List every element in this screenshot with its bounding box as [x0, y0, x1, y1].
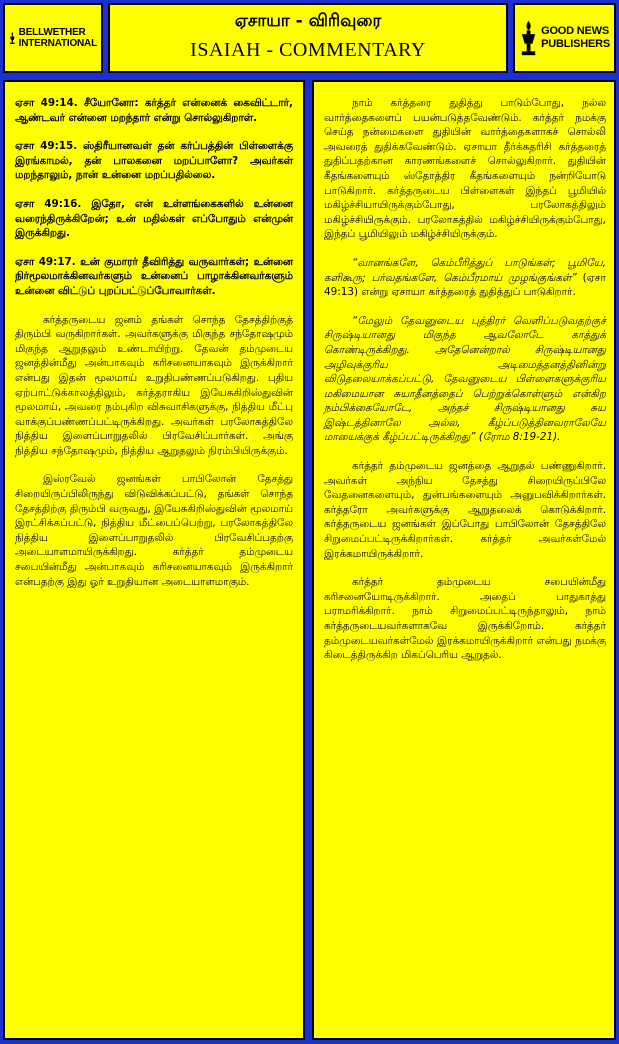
- commentary-paragraph: நாம் கர்த்தரை துதித்து பாடும்போது, நல்ல வார்த்தைகளைப் பயன்படுத்தவேண்டும். கர்த்தர் நமக்கு செய்த நன்மைகளை துதியின் வார்த்தைகளாகச் சொல்லி அவரைத் துதிக்கவேண்டும். ஏசாயா தீர்க்கதரிசி கர்த்தரைத் துதிப்பதற்கான காரணங்களைச் சொல்லுகிறார். துதியின் கீதங்களையும் ஸ்தோத்திர கீதங்களையும் நன்றியோடு பாடுகிறார். கர்த்தருடைய பிள்ளைகள் இந்தப் பூமியில் மகிழ்ச்சியாயிருக்கும்போது, பரலோகத்திலும் மகிழ்ச்சியிருக்கும். பரலோகத்தில் மகிழ்ச்சியிருக்கும்போது, இந்தப் பூமியிலும் மகிழ்ச்சியிருக்கும்.: [324, 97, 606, 241]
- left-logo-line1: BELLWETHER: [18, 27, 86, 38]
- verse-49-16: ஏசா 49:16. இதோ, என் உள்ளங்கைகளில் உன்னை வரைந்திருக்கிறேன்; உன் மதில்கள் எப்போதும் என்முன் இருக்கிறது.: [15, 197, 293, 240]
- scripture-quote: “வானங்களே, கெம்பீரித்துப் பாடுங்கள்; பூமியே, களிகூரு; பர்வதங்களே, கெம்பீரமாய் முழங்குங்கள்”: [324, 256, 606, 284]
- right-logo-line2: PUBLISHERS: [541, 38, 610, 50]
- left-logo-line2: INTERNATIONAL: [18, 38, 97, 49]
- commentary-paragraph: கர்த்தருடைய ஜனம் தங்கள் சொந்த தேசத்திற்குத் திரும்பி வருகிறார்கள். அவர்களுக்கு மிகுந்த சந்தோஷமும் மிகுந்த ஆறுதலும் உண்டாயிற்று. தேவன் தம்முடைய ஜனத்தின்மீது அன்பாகவும் கரிசனையாகவும் இருக்கிறார் என்பது இதன் மூலமாய் உறுதிபண்ணப்படுகிறது. புதிய ஏற்பாட்டுக்காலத்திலும், கர்த்தராகிய இயேசுகிறிஸ்துவின் மூலமாய், அவரை நம்புகிற விசுவாசிகளுக்கு, நித்திய மீட்பு வாக்குப்பண்ணப்பட்டிருக்கிறது. அவர்கள் பரலோகத்திலே நித்திய இளைப்பாறுதலில் பிரவேசிப்பார்கள். அங்கு நித்திய சந்தோஷமும், நித்திய ஆறுதலும் நிரம்பியிருக்கும்.: [15, 313, 293, 457]
- verse-49-17: ஏசா 49:17. உன் குமாரர் தீவிரித்து வருவார்கள்; உன்னை நிர்மூலமாக்கினவர்களும் உன்னைப் பாழாக்கினவர்களும் உன்னை விட்டுப் புறப்பட்டுப்போவார்கள்.: [15, 255, 293, 297]
- commentary-paragraph: இஸ்ரவேல் ஜனங்கள் பாபிலோன் தேசத்து சிறையிருப்பிலிருந்து விடுவிக்கப்பட்டு, தங்கள் சொந்த தேசத்திற்கு திரும்பி வருவது, இயேசுகிறிஸ்துவின் மூலமாய் இரட்சிக்கப்பட்டு, நித்திய மீட்பைப்பெற்று, பரலோகத்திலே நித்திய இளைப்பாறுதலில் பிரவேசிப்பதற்கு அடையாளமாயிருக்கிறது. கர்த்தர் தம்முடைய சபையின்மீது அன்பாகவும் கரிசனையாகவும் இருக்கிறார் என்பதற்கு இது ஓர் உறுதியான அடையாளமாகும்.: [15, 473, 293, 588]
- quote-reference: (ஏசா 49:13) என்று ஏசாயா கர்த்தரைத் துதித்துப் பாடுகிறார்.: [324, 271, 606, 299]
- lamp-icon: [519, 18, 538, 58]
- commentary-paragraph: கர்த்தர் தம்முடைய ஜனத்தை ஆறுதல் பண்ணுகிறார். அவர்கள் அந்நிய தேசத்து சிறையிருப்பிலே வேதனைகளையும், துன்பங்களையும் அனுபவிக்கிறார்கள். கர்த்தரோ அவர்களுக்கு ஆறுதலைக் கொடுக்கிறார். கர்த்தருடைய ஜனங்கள் இப்போது பாபிலோன் தேசத்திலே சிறுமைப்பட்டிருக்கிறார்கள். கர்த்தர் அவர்கள்மேல் இரக்கமாயிருக்கிறார்.: [324, 460, 606, 560]
- commentary-paragraph: கர்த்தர் தம்முடைய சபையின்மீது கரிசனையோடிருக்கிறார். அதைப் பாதுகாத்து பராமரிக்கிறார். நாம் சிறுமைப்பட்டிருந்தாலும், நாம் கர்த்தருடையவர்களாகவே இருக்கிறோம். கர்த்தர் தம்முடையவர்கள்மேல் இரக்கமாயிருக்கிறார் என்பது நமக்கு கிடைத்திருக்கிற மிகப்பெரிய ஆறுதல்.: [324, 576, 606, 662]
- title-box: [108, 3, 508, 73]
- verse-49-14: ஏசா 49:14. சீயோனோ: கர்த்தர் என்னைக் கைவிட்டார், ஆண்டவர் என்னை மறந்தார் என்று சொல்லுகிறாள்.: [15, 97, 293, 124]
- verse-49-15: ஏசா 49:15. ஸ்திரீயானவள் தன் கர்ப்பத்தின் பிள்ளைக்கு இரங்காமல், தன் பாலகனை மறப்பாளோ? அவர்கள் மறந்தாலும், நான் உன்னை மறப்பதில்லை.: [15, 140, 293, 182]
- scripture-quote: “மேலும் தேவனுடைய புத்திரர் வெளிப்படுவதற்குச் சிருஷ்டியானது மிகுந்த ஆவலோடே காத்துக் கொண்டிருக்கிறது. அதேனென்றால் சிருஷ்டியானது அழிவுக்குரிய அடிமைத்தனத்தினின்று விடுதலையாக்கப்பட்டு, தேவனுடைய பிள்ளைகளுக்குரிய மகிமையான சுயாதீனத்தைப் பெற்றுக்கொள்ளும் என்கிற நம்பிக்கையோடே, அந்தச் சிருஷ்டியானது சுய இஷ்டத்தினாலே அல்ல, கீழ்ப்படுத்தினவராலேயே மாயைக்குக் கீழ்ப்பட்டிருக்கிறது”: [324, 314, 606, 444]
- left-column: [3, 80, 305, 1040]
- title-tamil: ஏசாயா - விரிவுரை: [234, 11, 382, 31]
- right-column: [312, 80, 616, 1040]
- quote-reference: (ரோம 8:19-21).: [475, 431, 561, 444]
- good-news-logo: [513, 3, 616, 73]
- quote-paragraph: [324, 314, 606, 445]
- bellwether-logo: [3, 3, 103, 73]
- lamp-icon: [9, 18, 16, 58]
- quote-paragraph: [324, 256, 606, 300]
- title-english: ISAIAH - COMMENTARY: [190, 39, 426, 61]
- right-logo-line1: GOOD NEWS: [541, 25, 609, 37]
